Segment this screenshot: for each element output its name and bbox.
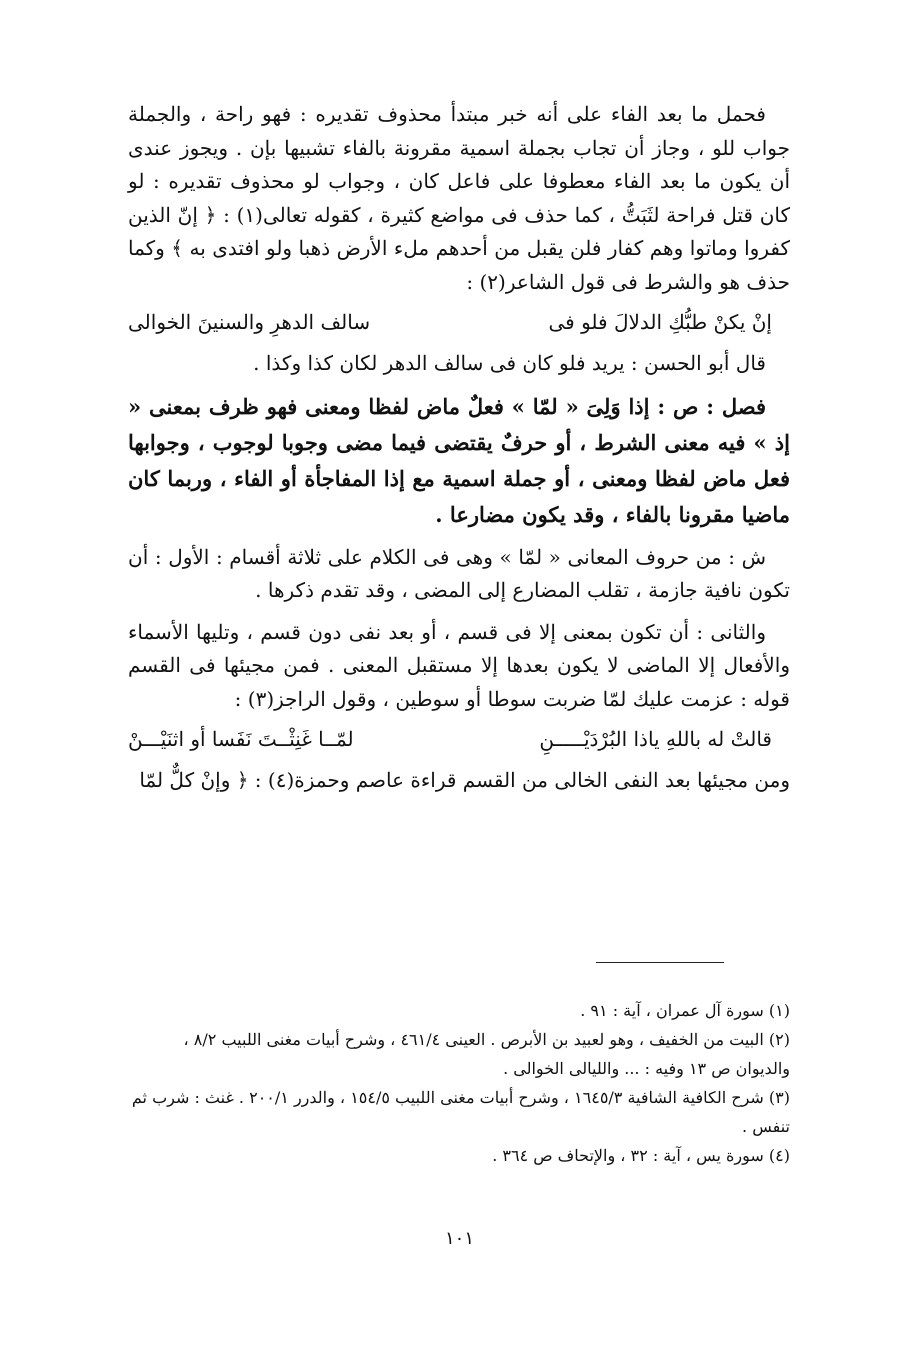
- page-number: ١٠١: [444, 1228, 474, 1249]
- footnote-4: (٤) سورة يس ، آية : ٣٢ ، والإتحاف ص ٣٦٤ .: [492, 1146, 790, 1165]
- main-text: [128, 98, 790, 798]
- verse-2: [128, 720, 790, 758]
- paragraph-4: والثانى : أن تكون بمعنى إلا فى قسم ، أو بعد نفى دون قسم ، وتليها الأسماء والأفعال إلا الماضى لا يكون بعدها إلا مستقبل المعنى . فمن مجيئها فى القسم قوله : عزمت عليك لمّا ضربت سوطا أو سوطين ، وقول الراجز(٣) :: [128, 619, 790, 711]
- footnote-2: (٢) البيت من الخفيف ، وهو لعبيد بن الأبرص . العينى ٤٦١/٤ ، وشرح أبيات مغنى اللبيب ٨/٢ ، والديوان ص ١٣ وفيه : ... والليالى الخوالى .: [183, 1030, 790, 1078]
- section-heading: فصل : ص : إذا وَلِىَ « لمّا » فعلٌ ماض لفظا ومعنى فهو ظرف بمعنى « إذ » فيه معنى الشرط ، أو حرفٌ يقتضى فيما مضى وجوبا لوجوب ، وجوابها فعل ماض لفظا ومعنى ، أو جملة اسمية مع إذا المفاجأة أو الفاء ، وربما كان ماضيا مقرونا بالفاء ، وقد يكون مضارعا .: [128, 393, 790, 527]
- verse-1: [128, 303, 790, 341]
- verse-2-second-hemistich: لمّــا غَنِثْــتَ نَفَسا أو اثنَيْـــنْ: [128, 727, 354, 751]
- paragraph-3: ش : من حروف المعانى « لمّا » وهى فى الكلام على ثلاثة أقسام : الأول : أن تكون نافية جازمة ، تقلب المضارع إلى المضى ، وقد تقدم ذكرها .: [128, 544, 790, 602]
- footnote-1: (١) سورة آل عمران ، آية : ٩١ .: [580, 1001, 790, 1020]
- paragraph-1: فحمل ما بعد الفاء على أنه خبر مبتدأ محذوف تقديره : فهو راحة ، والجملة جواب للو ، وجاز أن تجاب بجملة اسمية مقرونة بالفاء تشبيها بإن . ويجوز عندى أن يكون ما بعد الفاء معطوفا على فاعل كان ، وجواب لو محذوف تقديره : لو كان قتل فراحة لثَبَتُّ ، كما حذف فى مواضع كثيرة ، كقوله تعالى(١) : ﴿ إنّ الذين كفروا وماتوا وهم كفار فلن يقبل من أحدهم ملء الأرض ذهبا ولو افتدى به ﴾ وكما حذف هو والشرط فى قول الشاعر(٢) :: [128, 102, 790, 294]
- footnotes: [128, 996, 790, 1170]
- paragraph-5: ومن مجيئها بعد النفى الخالى من القسم قراءة عاصم وحمزة(٤) : ﴿ وإنْ كلٌّ لمّا: [139, 768, 790, 792]
- verse-1-first-hemistich: إنْ يكنْ طبُّكِ الدلالَ فلو فى: [548, 310, 772, 334]
- footnote-3: (٣) شرح الكافية الشافية ١٦٤٥/٣ ، وشرح أبيات مغنى اللبيب ١٥٤/٥ ، والدرر ٢٠٠/١ . غنث : شرب ثم تنفس .: [131, 1088, 790, 1136]
- verse-1-second-hemistich: سالف الدهرِ والسنينَ الخوالى: [128, 310, 371, 334]
- footnote-separator: [596, 962, 724, 963]
- paragraph-2: قال أبو الحسن : يريد فلو كان فى سالف الدهر لكان كذا وكذا .: [253, 351, 766, 375]
- verse-2-first-hemistich: قالتْ له باللهِ ياذا البُرْدَيْـــــنِ: [539, 727, 772, 751]
